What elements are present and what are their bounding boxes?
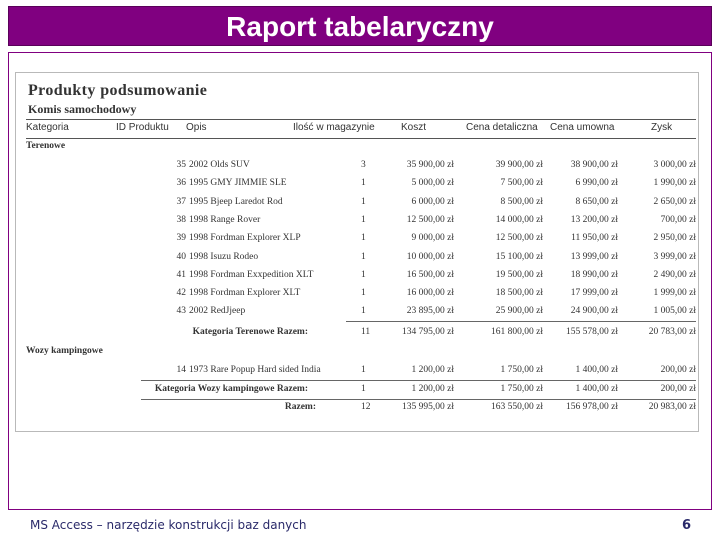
category-name: Wozy kampingowe (26, 345, 103, 356)
cell-desc: 1998 Fordman Explorer XLT (189, 288, 301, 299)
cell-desc: 1998 Fordman Exxpedition XLT (189, 269, 314, 280)
cell-cost: 134 795,00 zł (402, 326, 454, 337)
cell-desc: 2002 Olds SUV (189, 160, 250, 170)
cell-retail: 25 900,00 zł (495, 306, 543, 317)
cell-profit: 20 783,00 zł (648, 326, 696, 337)
table-row (16, 178, 700, 192)
cell-cost: 35 900,00 zł (406, 160, 454, 170)
total-label: Kategoria Terenowe Razem: (192, 326, 308, 337)
separator-line (346, 321, 696, 322)
cell-qty: 1 (361, 306, 366, 317)
table-row (16, 215, 700, 229)
cell-retail: 8 500,00 zł (500, 196, 543, 207)
cell-retail: 12 500,00 zł (495, 233, 543, 244)
cell-qty: 1 (361, 178, 366, 189)
report-header-row (26, 119, 696, 139)
cell-retail: 7 500,00 zł (500, 178, 543, 189)
header-cena-detaliczna: Cena detaliczna (466, 122, 538, 133)
cell-desc: 1973 Rare Popup Hard sided India (189, 364, 321, 375)
cell-deal: 155 578,00 zł (566, 326, 618, 337)
cell-desc: 1998 Range Rover (189, 214, 261, 225)
total-label: Razem: (284, 401, 316, 412)
grand-total-row (16, 402, 700, 416)
cell-deal: 13 999,00 zł (570, 251, 618, 262)
cell-profit: 20 983,00 zł (648, 401, 696, 412)
cell-profit: 1 999,00 zł (653, 288, 696, 299)
cell-retail: 19 500,00 zł (495, 269, 543, 280)
cell-id: 43 (176, 306, 186, 317)
cell-profit: 3 000,00 zł (653, 160, 696, 170)
cell-qty: 1 (361, 214, 366, 225)
cell-cost: 1 200,00 zł (411, 383, 454, 394)
cell-qty: 12 (361, 401, 371, 412)
cell-deal: 8 650,00 zł (575, 196, 618, 207)
cell-qty: 1 (361, 383, 366, 394)
table-row (16, 233, 700, 247)
cell-qty: 1 (361, 269, 366, 280)
cell-qty: 1 (361, 251, 366, 262)
table-row (16, 270, 700, 284)
cell-deal: 38 900,00 zł (570, 160, 618, 170)
cell-desc: 1998 Isuzu Rodeo (189, 251, 259, 262)
cell-desc: 1995 Bjeep Laredot Rod (189, 196, 283, 207)
cell-deal: 156 978,00 zł (566, 401, 618, 412)
table-row (16, 252, 700, 266)
report-subtitle: Komis samochodowy (28, 102, 137, 116)
cell-deal: 11 950,00 zł (571, 233, 618, 244)
cell-cost: 1 200,00 zł (411, 364, 454, 375)
group-total-row (16, 327, 700, 341)
cell-deal: 24 900,00 zł (570, 306, 618, 317)
cell-retail: 39 900,00 zł (495, 160, 543, 170)
report-title: Produkty podsumowanie (28, 82, 208, 99)
cell-cost: 23 895,00 zł (406, 306, 454, 317)
cell-qty: 1 (361, 233, 366, 244)
cell-profit: 2 950,00 zł (653, 233, 696, 244)
cell-deal: 18 990,00 zł (570, 269, 618, 280)
cell-id: 14 (176, 364, 186, 375)
cell-desc: 2002 RedJjeep (189, 306, 246, 317)
cell-retail: 15 100,00 zł (495, 251, 543, 262)
cell-qty: 1 (361, 288, 366, 299)
report-preview (15, 72, 699, 432)
cell-profit: 200,00 zł (660, 383, 696, 394)
cell-retail: 161 800,00 zł (491, 326, 543, 337)
header-id-produktu: ID Produktu (116, 122, 169, 133)
cell-id: 36 (176, 178, 186, 189)
cell-id: 42 (176, 288, 186, 299)
group-total-row (16, 384, 700, 398)
table-row (16, 365, 700, 379)
cell-qty: 11 (361, 326, 371, 337)
total-label: Kategoria Wozy kampingowe Razem: (154, 383, 308, 394)
cell-retail: 1 750,00 zł (500, 364, 543, 375)
separator-line (141, 380, 696, 381)
cell-cost: 6 000,00 zł (411, 196, 454, 207)
cell-cost: 16 000,00 zł (406, 288, 454, 299)
cell-cost: 16 500,00 zł (406, 269, 454, 280)
table-row (16, 306, 700, 320)
cell-deal: 17 999,00 zł (570, 288, 618, 299)
slide-title: Raport tabelaryczny (8, 6, 712, 46)
cell-profit: 700,00 zł (660, 214, 696, 225)
header-zysk: Zysk (651, 122, 673, 133)
cell-retail: 1 750,00 zł (500, 383, 543, 394)
footer-text: MS Access – narzędzie konstrukcji baz danych (30, 518, 307, 532)
cell-cost: 135 995,00 zł (402, 401, 454, 412)
header-opis: Opis (186, 122, 207, 133)
cell-cost: 9 000,00 zł (411, 233, 454, 244)
cell-qty: 1 (361, 364, 366, 375)
cell-id: 38 (176, 214, 186, 225)
header-ilosc: Ilość w magazynie (293, 122, 375, 133)
cell-retail: 14 000,00 zł (495, 214, 543, 225)
cell-profit: 1 005,00 zł (653, 306, 696, 317)
cell-qty: 3 (361, 160, 366, 170)
category-name: Terenowe (26, 141, 66, 151)
cell-profit: 200,00 zł (660, 364, 696, 375)
cell-id: 37 (176, 196, 186, 207)
cell-deal: 6 990,00 zł (575, 178, 618, 189)
cell-desc: 1998 Fordman Explorer XLP (189, 233, 301, 244)
cell-deal: 13 200,00 zł (570, 214, 618, 225)
table-row (16, 160, 700, 174)
header-kategoria: Kategoria (26, 122, 69, 133)
cell-id: 41 (176, 269, 186, 280)
cell-profit: 3 999,00 zł (653, 251, 696, 262)
header-koszt: Koszt (401, 122, 427, 133)
header-cena-umowna: Cena umowna (550, 122, 615, 133)
cell-deal: 1 400,00 zł (575, 364, 618, 375)
cell-profit: 1 990,00 zł (653, 178, 696, 189)
separator-line (141, 399, 696, 400)
cell-retail: 163 550,00 zł (491, 401, 543, 412)
cell-cost: 5 000,00 zł (411, 178, 454, 189)
table-row (16, 288, 700, 302)
cell-qty: 1 (361, 196, 366, 207)
cell-deal: 1 400,00 zł (575, 383, 618, 394)
table-row (16, 197, 700, 211)
cell-cost: 12 500,00 zł (406, 214, 454, 225)
cell-desc: 1995 GMY JIMMIE SLE (189, 178, 287, 189)
cell-retail: 18 500,00 zł (495, 288, 543, 299)
page-number: 6 (682, 518, 692, 533)
cell-id: 35 (176, 160, 186, 170)
cell-profit: 2 490,00 zł (653, 269, 696, 280)
cell-profit: 2 650,00 zł (653, 196, 696, 207)
cell-id: 39 (176, 233, 186, 244)
cell-cost: 10 000,00 zł (406, 251, 454, 262)
cell-id: 40 (176, 251, 186, 262)
